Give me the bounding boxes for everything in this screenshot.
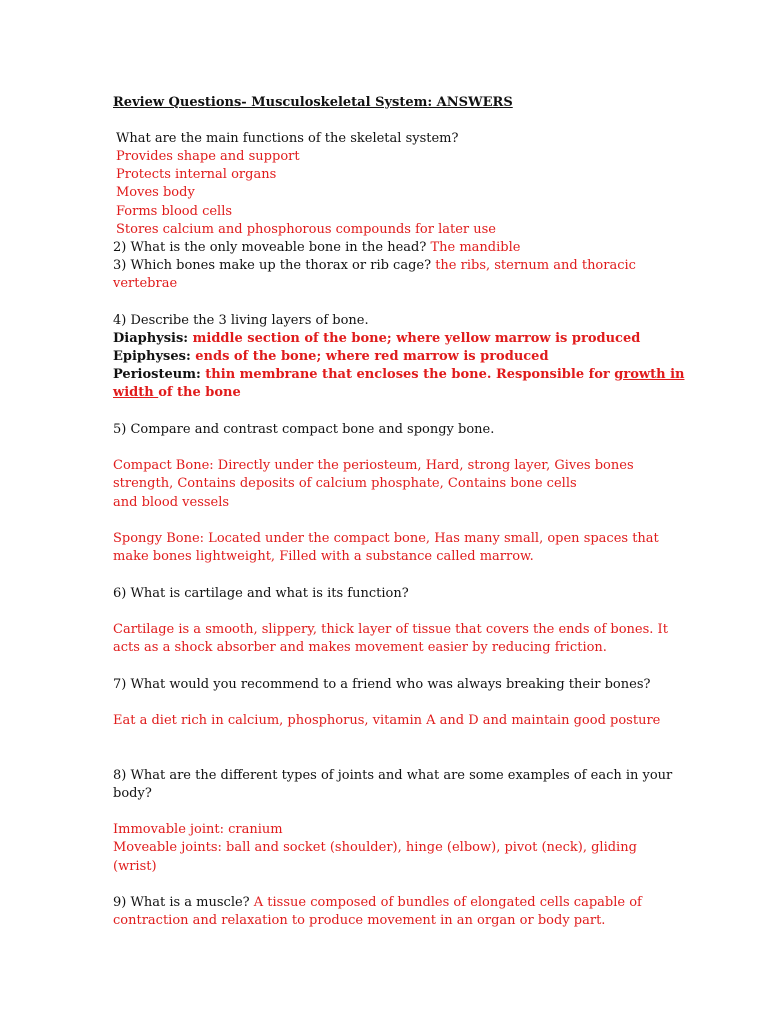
question-8: 8) What are the different types of joints and what are some examples of each in your xyxy=(113,768,673,783)
compact-bone-answer: Compact Bone: Directly under the periosteum, Hard, strong layer, Gives bones xyxy=(113,458,634,473)
periosteum-answer: thin membrane that encloses the bone. Responsible for xyxy=(205,367,615,382)
answer-3-continued: vertebrae xyxy=(113,276,178,291)
answer-1-item: Moves body xyxy=(116,185,195,200)
periosteum-underlined-2: width xyxy=(113,385,159,400)
answer-8: (wrist) xyxy=(113,859,157,874)
spongy-bone-answer: Spongy Bone: Located under the compact bone, Has many small, open spaces that xyxy=(113,531,659,546)
answer-8: Moveable joints: ball and socket (shoulder), hinge (elbow), pivot (neck), gliding xyxy=(113,840,637,855)
diaphysis-line xyxy=(113,330,640,348)
answer-1-item: Provides shape and support xyxy=(116,149,300,164)
question-4: 4) Describe the 3 living layers of bone. xyxy=(113,313,369,328)
answer-9: A tissue composed of bundles of elongated cells capable of xyxy=(253,895,642,910)
document-title: Review Questions- Musculoskeletal System: ANSWERS xyxy=(113,95,513,110)
answer-1-item: Forms blood cells xyxy=(116,204,233,219)
question-3: 3) Which bones make up the thorax or rib cage? xyxy=(113,258,436,273)
question-8: body? xyxy=(113,786,152,801)
answer-1-item: Stores calcium and phosphorous compounds for later use xyxy=(116,222,496,237)
answer-3: the ribs, sternum and thoracic xyxy=(435,258,636,273)
answer-7: Eat a diet rich in calcium, phosphorus, vitamin A and D and maintain good posture xyxy=(113,713,661,728)
question-9: 9) What is a muscle? xyxy=(113,895,254,910)
answer-9-continued: contraction and relaxation to produce movement in an organ or body part. xyxy=(113,913,606,928)
question-3-line xyxy=(113,257,636,275)
answer-2: The mandible xyxy=(430,240,521,255)
compact-bone-answer: strength, Contains deposits of calcium phosphate, Contains bone cells xyxy=(113,476,577,491)
periosteum-underlined: growth in xyxy=(614,367,685,382)
question-6: 6) What is cartilage and what is its function? xyxy=(113,586,409,601)
question-5: 5) Compare and contrast compact bone and spongy bone. xyxy=(113,422,495,437)
answer-6: acts as a shock absorber and makes movement easier by reducing friction. xyxy=(113,640,607,655)
periosteum-end: of the bone xyxy=(158,385,241,400)
spongy-bone-answer: make bones lightweight, Filled with a substance called marrow. xyxy=(113,549,534,564)
answer-1-item: Protects internal organs xyxy=(116,167,277,182)
periosteum-line-2 xyxy=(113,384,241,402)
diaphysis-answer: middle section of the bone; where yellow marrow is produced xyxy=(192,331,641,346)
compact-bone-answer: and blood vessels xyxy=(113,495,230,510)
question-7: 7) What would you recommend to a friend who was always breaking their bones? xyxy=(113,677,651,692)
epiphyses-line xyxy=(113,348,549,366)
question-9-line xyxy=(113,894,642,912)
answer-8: Immovable joint: cranium xyxy=(113,822,283,837)
question-2-line xyxy=(113,239,520,257)
periosteum-label: Periosteum: xyxy=(113,367,206,382)
epiphyses-label: Epiphyses: xyxy=(113,349,196,364)
question-1: What are the main functions of the skeletal system? xyxy=(116,131,459,146)
epiphyses-answer: ends of the bone; where red marrow is produced xyxy=(195,349,549,364)
periosteum-line xyxy=(113,366,684,384)
question-2: 2) What is the only moveable bone in the head? xyxy=(113,240,431,255)
answer-6: Cartilage is a smooth, slippery, thick layer of tissue that covers the ends of bones. It xyxy=(113,622,668,637)
diaphysis-label: Diaphysis: xyxy=(113,331,193,346)
